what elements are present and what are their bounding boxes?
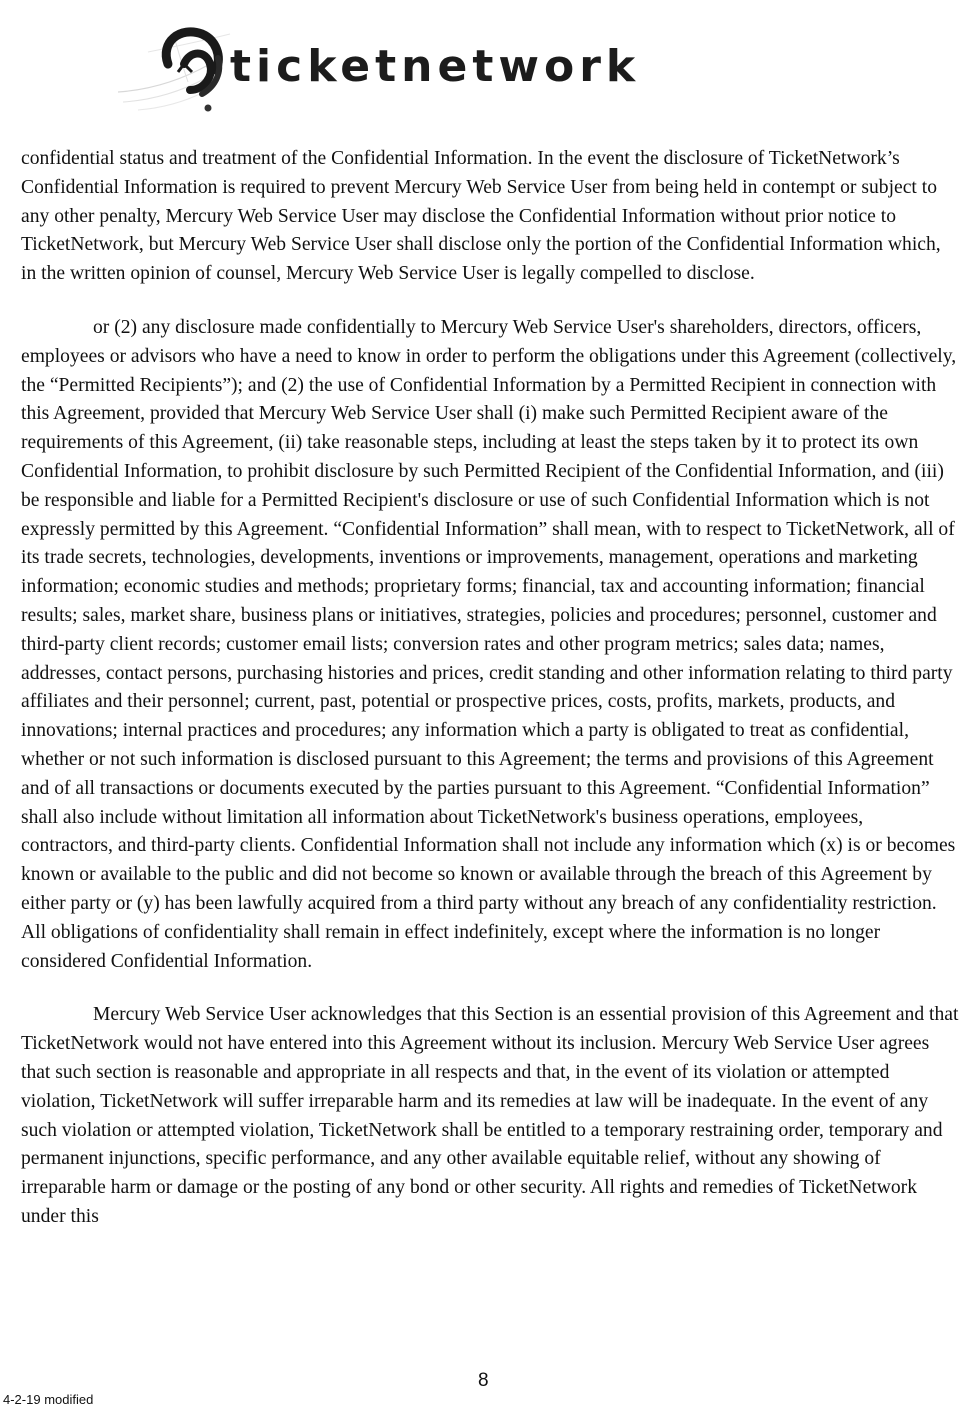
paragraph: Mercury Web Service User acknowledges that this Section is an essential provision of this Agreement and that TicketNetwork would not have entered into this Agreement without its inclusion. Mercury Web Service User agrees that such section is reasonable and appropriate in all respects and that, in the event of its violation or attempted violation, TicketNetwork will suffer irreparable harm and its remedies at law will be inadequate. In the event of any such violation or attempted violation, TicketNetwork shall be entitled to a temporary restraining order, temporary and permanent injunctions, specific performance, and any other available equitable relief, without any showing of irreparable harm or damage or the posting of any bond or other security. All rights and remedies of TicketNetwork under this [21, 1004, 959, 1227]
logo-wordmark: ticketnetwork [230, 41, 641, 92]
paragraph: or (2) any disclosure made confidentially to Mercury Web Service User's shareholders, directors, officers, employees or advisors who have a need to know in order to perform the obligations under this Agreement (collectively, the “Permitted Recipients”); and (2) the use of Confidential Information by a Permitted Recipient in connection with this Agreement, provided that Mercury Web Service User shall (i) make such Permitted Recipient aware of the requirements of this Agreement, (ii) take reasonable steps, including at least the steps taken by it to protect its own Confidential Information, to prohibit disclosure by such Permitted Recipient of the Confidential Information, and (iii) be responsible and liable for a Permitted Recipient's disclosure or use of such Confidential Information which is not expressly permitted by this Agreement. “Confidential Information” shall mean, with to respect to TicketNetwork, all of its trade secrets, technologies, developments, inventions or improvements, management, operations and marketing information; economic studies and methods; proprietary forms; financial, tax and accounting information; financial results; sales, market share, business plans or initiatives, strategies, policies and procedures; personnel, customer and third-party client records; customer email lists; conversion rates and other program metrics; sales data; names, addresses, contact persons, purchasing histories and prices, credit standing and other information relating to third party affiliates and their personnel; current, past, potential or prospective prices, costs, profits, markets, products, and innovations; internal practices and procedures; any information which a party is obligated to treat as confidential, whether or not such information is disclosed pursuant to this Agreement; the terms and provisions of this Agreement and of all transactions or documents executed by the parties pursuant to this Agreement. “Confidential Information” shall also include without limitation all information about TicketNetwork's business operations, employees, contractors, and third-party clients. Confidential Information shall not include any information which (x) is or becomes known or available to the public and did not become so known or available through the breach of this Agreement by either party or (y) has been lawfully acquired from a third party without any breach of any confidentiality restriction. All obligations of confidentiality shall remain in effect indefinitely, except where the information is no longer considered Confidential Information. [21, 316, 957, 972]
ticketnetwork-logo-icon [118, 12, 238, 122]
paragraph: confidential status and treatment of the Confidential Information. In the event the disclosure of TicketNetwork’s Confidential Information is required to prevent Mercury Web Service User from being held in contempt or subject to any other penalty, Mercury Web Service User may disclose the Confidential Information without prior notice to TicketNetwork, but Mercury Web Service User shall disclose only the portion of the Confidential Information which, in the written opinion of counsel, Mercury Web Service User is legally compelled to disclose. [21, 148, 941, 285]
version-note: 4-2-19 modified [3, 1392, 94, 1407]
document-body [21, 145, 959, 1257]
company-logo [118, 12, 641, 122]
page-number: 8 [478, 1370, 489, 1391]
